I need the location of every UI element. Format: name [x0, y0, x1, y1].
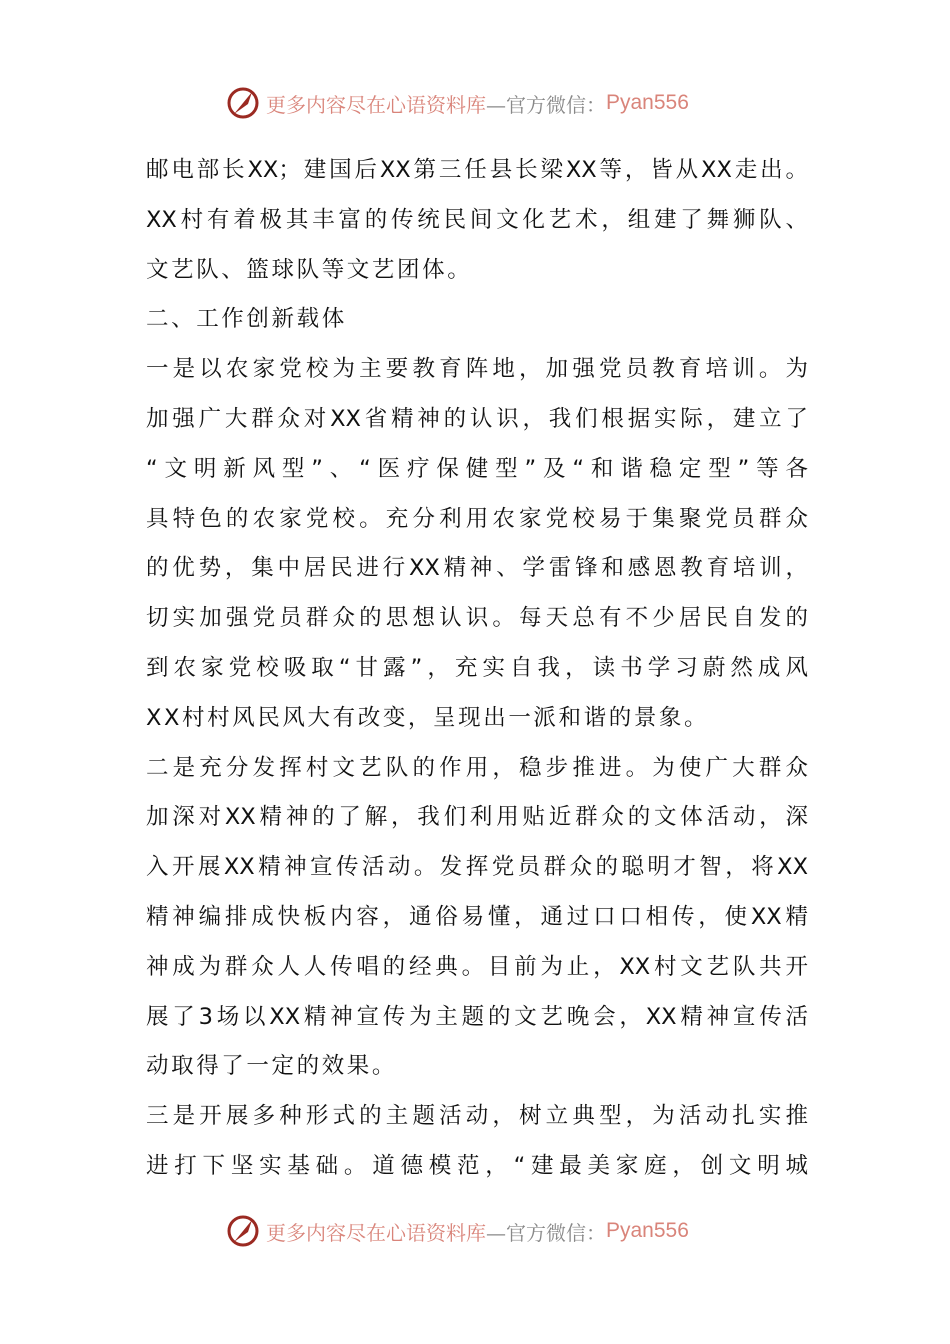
banner-text: 更多内容尽在心语资料库: [266, 92, 486, 117]
text-line: 切实加强党员群众的思想认识。每天总有不少居民自发的: [146, 605, 808, 632]
quill-logo-icon: [226, 1214, 260, 1248]
text-line: 二是充分发挥村文艺队的作用，稳步推进。为使广大群众: [146, 754, 808, 781]
text-line: 到农家党校吸取“甘露”，充实自我，读书学习蔚然成风: [146, 654, 808, 681]
text-line: 精神编排成快板内容，通俗易懂，通过口口相传，使XX精: [146, 903, 808, 930]
text-line: 动取得了一定的效果。: [146, 1053, 398, 1080]
section-heading: 二、工作创新载体: [146, 306, 347, 333]
text-line: 入开展XX精神宣传活动。发挥党员群众的聪明才智，将XX: [146, 854, 808, 881]
banner-wechat-id: Pyan556: [606, 91, 689, 114]
text-line: 三是开展多种形式的主题活动，树立典型，为活动扎实推: [146, 1103, 808, 1130]
text-line: 神成为群众人人传唱的经典。目前为止，XX村文艺队共开: [146, 953, 808, 980]
text-line: 展了3场以XX精神宣传为主题的文艺晚会，XX精神宣传活: [146, 1003, 808, 1030]
text-line: “文明新风型”、“医疗保健型”及“和谐稳定型”等各: [146, 455, 808, 482]
document-body: [146, 150, 808, 1196]
text-line: XX村有着极其丰富的传统民间文化艺术，组建了舞狮队、: [146, 206, 808, 233]
header-banner: [226, 83, 726, 123]
text-line: 一是以农家党校为主要教育阵地，加强党员教育培训。为: [146, 356, 808, 383]
text-line: XX村村风民风大有改变，呈现出一派和谐的景象。: [146, 704, 710, 731]
text-line: 邮电部长XX；建国后XX第三任县长梁XX等，皆从XX走出。: [146, 157, 808, 183]
text-line: 进打下坚实基础。道德模范，“建最美家庭，创文明城: [146, 1152, 808, 1179]
text-line: 加强广大群众对XX省精神的认识，我们根据实际，建立了: [146, 405, 808, 432]
footer-banner: [226, 1211, 726, 1251]
text-line: 文艺队、篮球队等文艺团体。: [146, 256, 473, 283]
quill-logo-icon: [226, 86, 260, 120]
banner-wechat-label: —官方微信：: [486, 1220, 606, 1245]
text-line: 具特色的农家党校。充分利用农家党校易于集聚党员群众: [146, 505, 808, 532]
text-line: 的优势，集中居民进行XX精神、学雷锋和感恩教育培训，: [146, 555, 808, 582]
text-line: 加深对XX精神的了解，我们利用贴近群众的文体活动，深: [146, 804, 808, 831]
banner-text: 更多内容尽在心语资料库: [266, 1220, 486, 1245]
banner-wechat-label: —官方微信：: [486, 92, 606, 117]
banner-wechat-id: Pyan556: [606, 1219, 689, 1242]
